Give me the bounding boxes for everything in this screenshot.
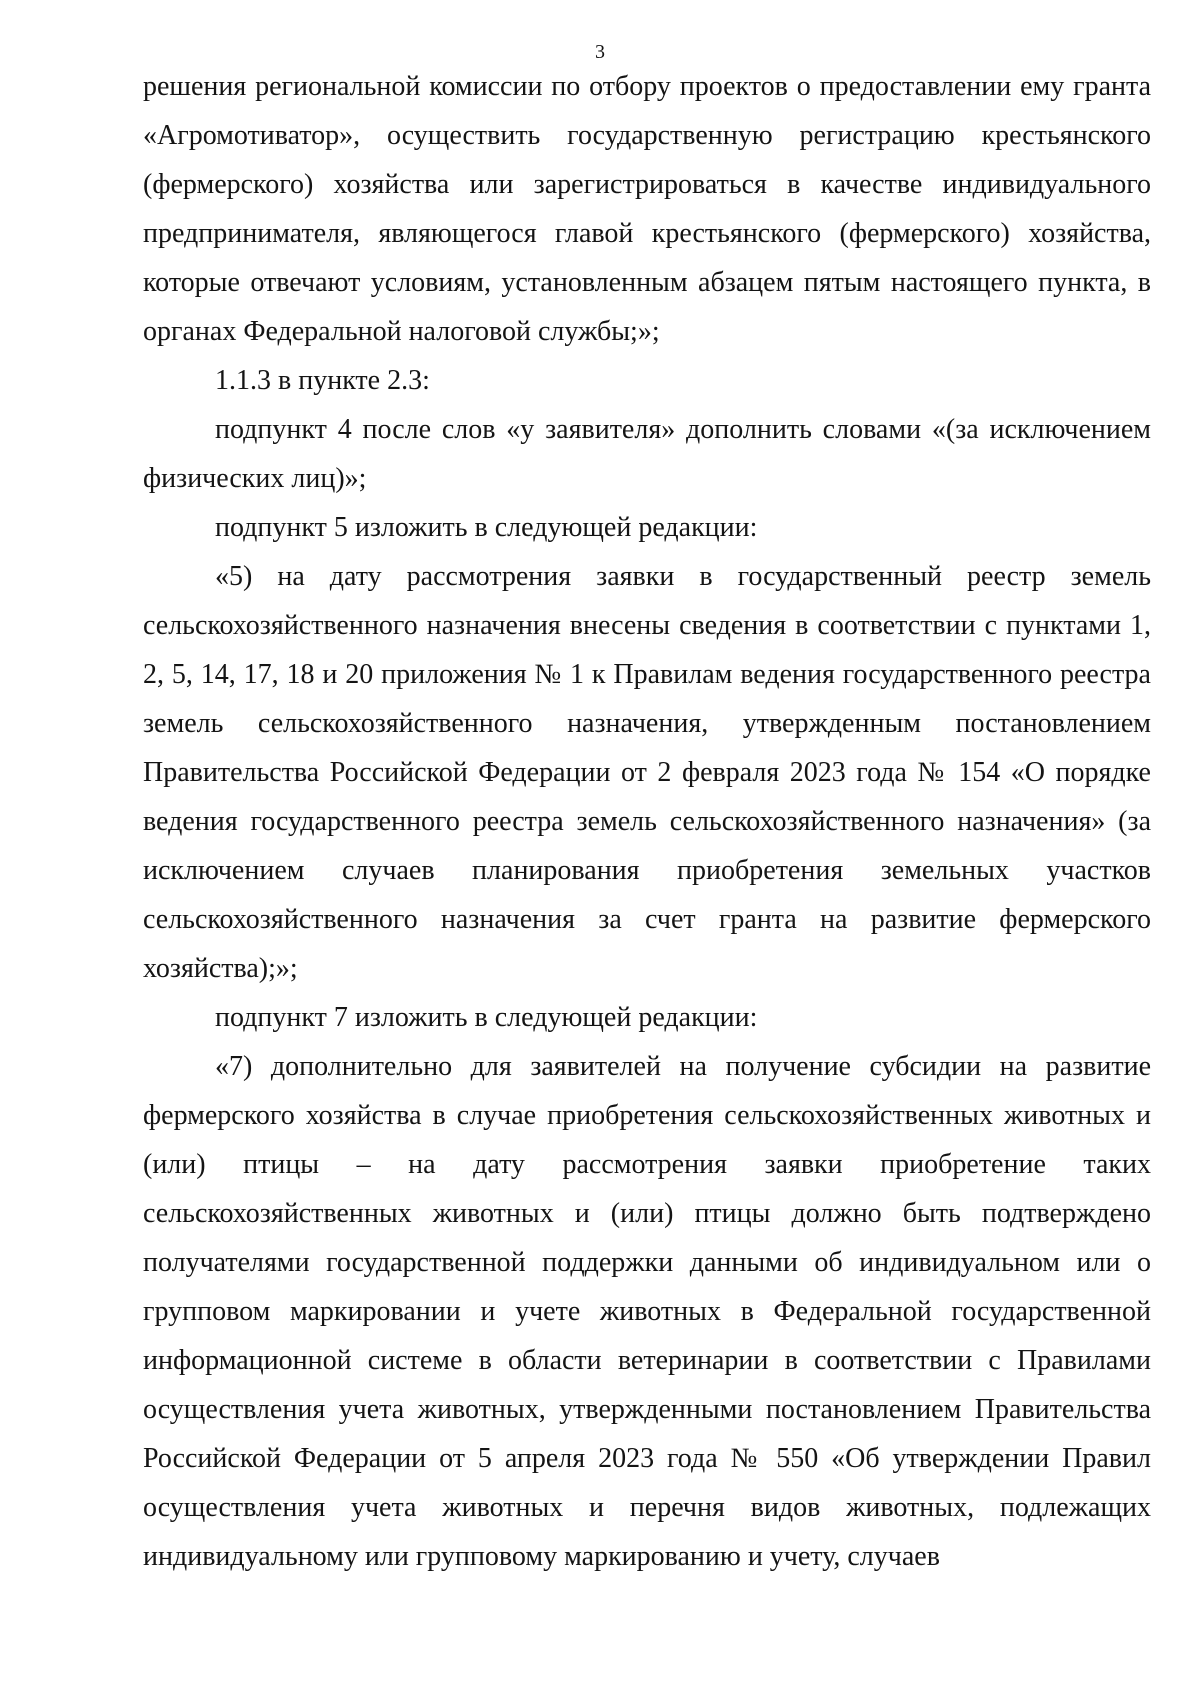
paragraph-4: подпункт 5 изложить в следующей редакции: — [215, 512, 758, 543]
paragraph-3: подпункт 4 после слов «у заявителя» дополнить словами «(за исключением физических лиц)»; — [143, 414, 1151, 494]
page-number: 3 — [595, 41, 605, 63]
paragraph-5: «5) на дату рассмотрения заявки в государственный реестр земель сельскохозяйственного назначения внесены сведения в соответствии с пунктами 1, 2, 5, 14, 17, 18 и 20 приложения № 1 к Правилам ведения государственного реестра земель сельскохозяйственного назначения, утвержденным постановлением Правительства Российской Федерации от 2 февраля 2023 года № 154 «О порядке ведения государственного реестра земель сельскохозяйственного назначения» (за исключением случаев планирования приобретения земельных участков сельскохозяйственного назначения за счет гранта на развитие фермерского хозяйства);»; — [143, 561, 1151, 984]
document-body — [143, 62, 1151, 1581]
paragraph-1: решения региональной комиссии по отбору проектов о предоставлении ему гранта «Агромотиватор», осуществить государственную регистрацию крестьянского (фермерского) хозяйства или зарегистрироваться в качестве индивидуального предпринимателя, являющегося главой крестьянского (фермерского) хозяйства, которые отвечают условиям, установленным абзацем пятым настоящего пункта, в органах Федеральной налоговой службы;»; — [143, 71, 1151, 347]
paragraph-6: подпункт 7 изложить в следующей редакции: — [215, 1002, 758, 1033]
paragraph-2: 1.1.3 в пункте 2.3: — [215, 365, 430, 396]
paragraph-7: «7) дополнительно для заявителей на получение субсидии на развитие фермерского хозяйства в случае приобретения сельскохозяйственных животных и (или) птицы – на дату рассмотрения заявки приобретение таких сельскохозяйственных животных и (или) птицы должно быть подтверждено получателями государственной поддержки данными об индивидуальном или о групповом маркировании и учете животных в Федеральной государственной информационной системе в области ветеринарии в соответствии с Правилами осуществления учета животных, утвержденными постановлением Правительства Российской Федерации от 5 апреля 2023 года № 550 «Об утверждении Правил осуществления учета животных и перечня видов животных, подлежащих индивидуальному или групповому маркированию и учету, случаев — [143, 1051, 1151, 1572]
